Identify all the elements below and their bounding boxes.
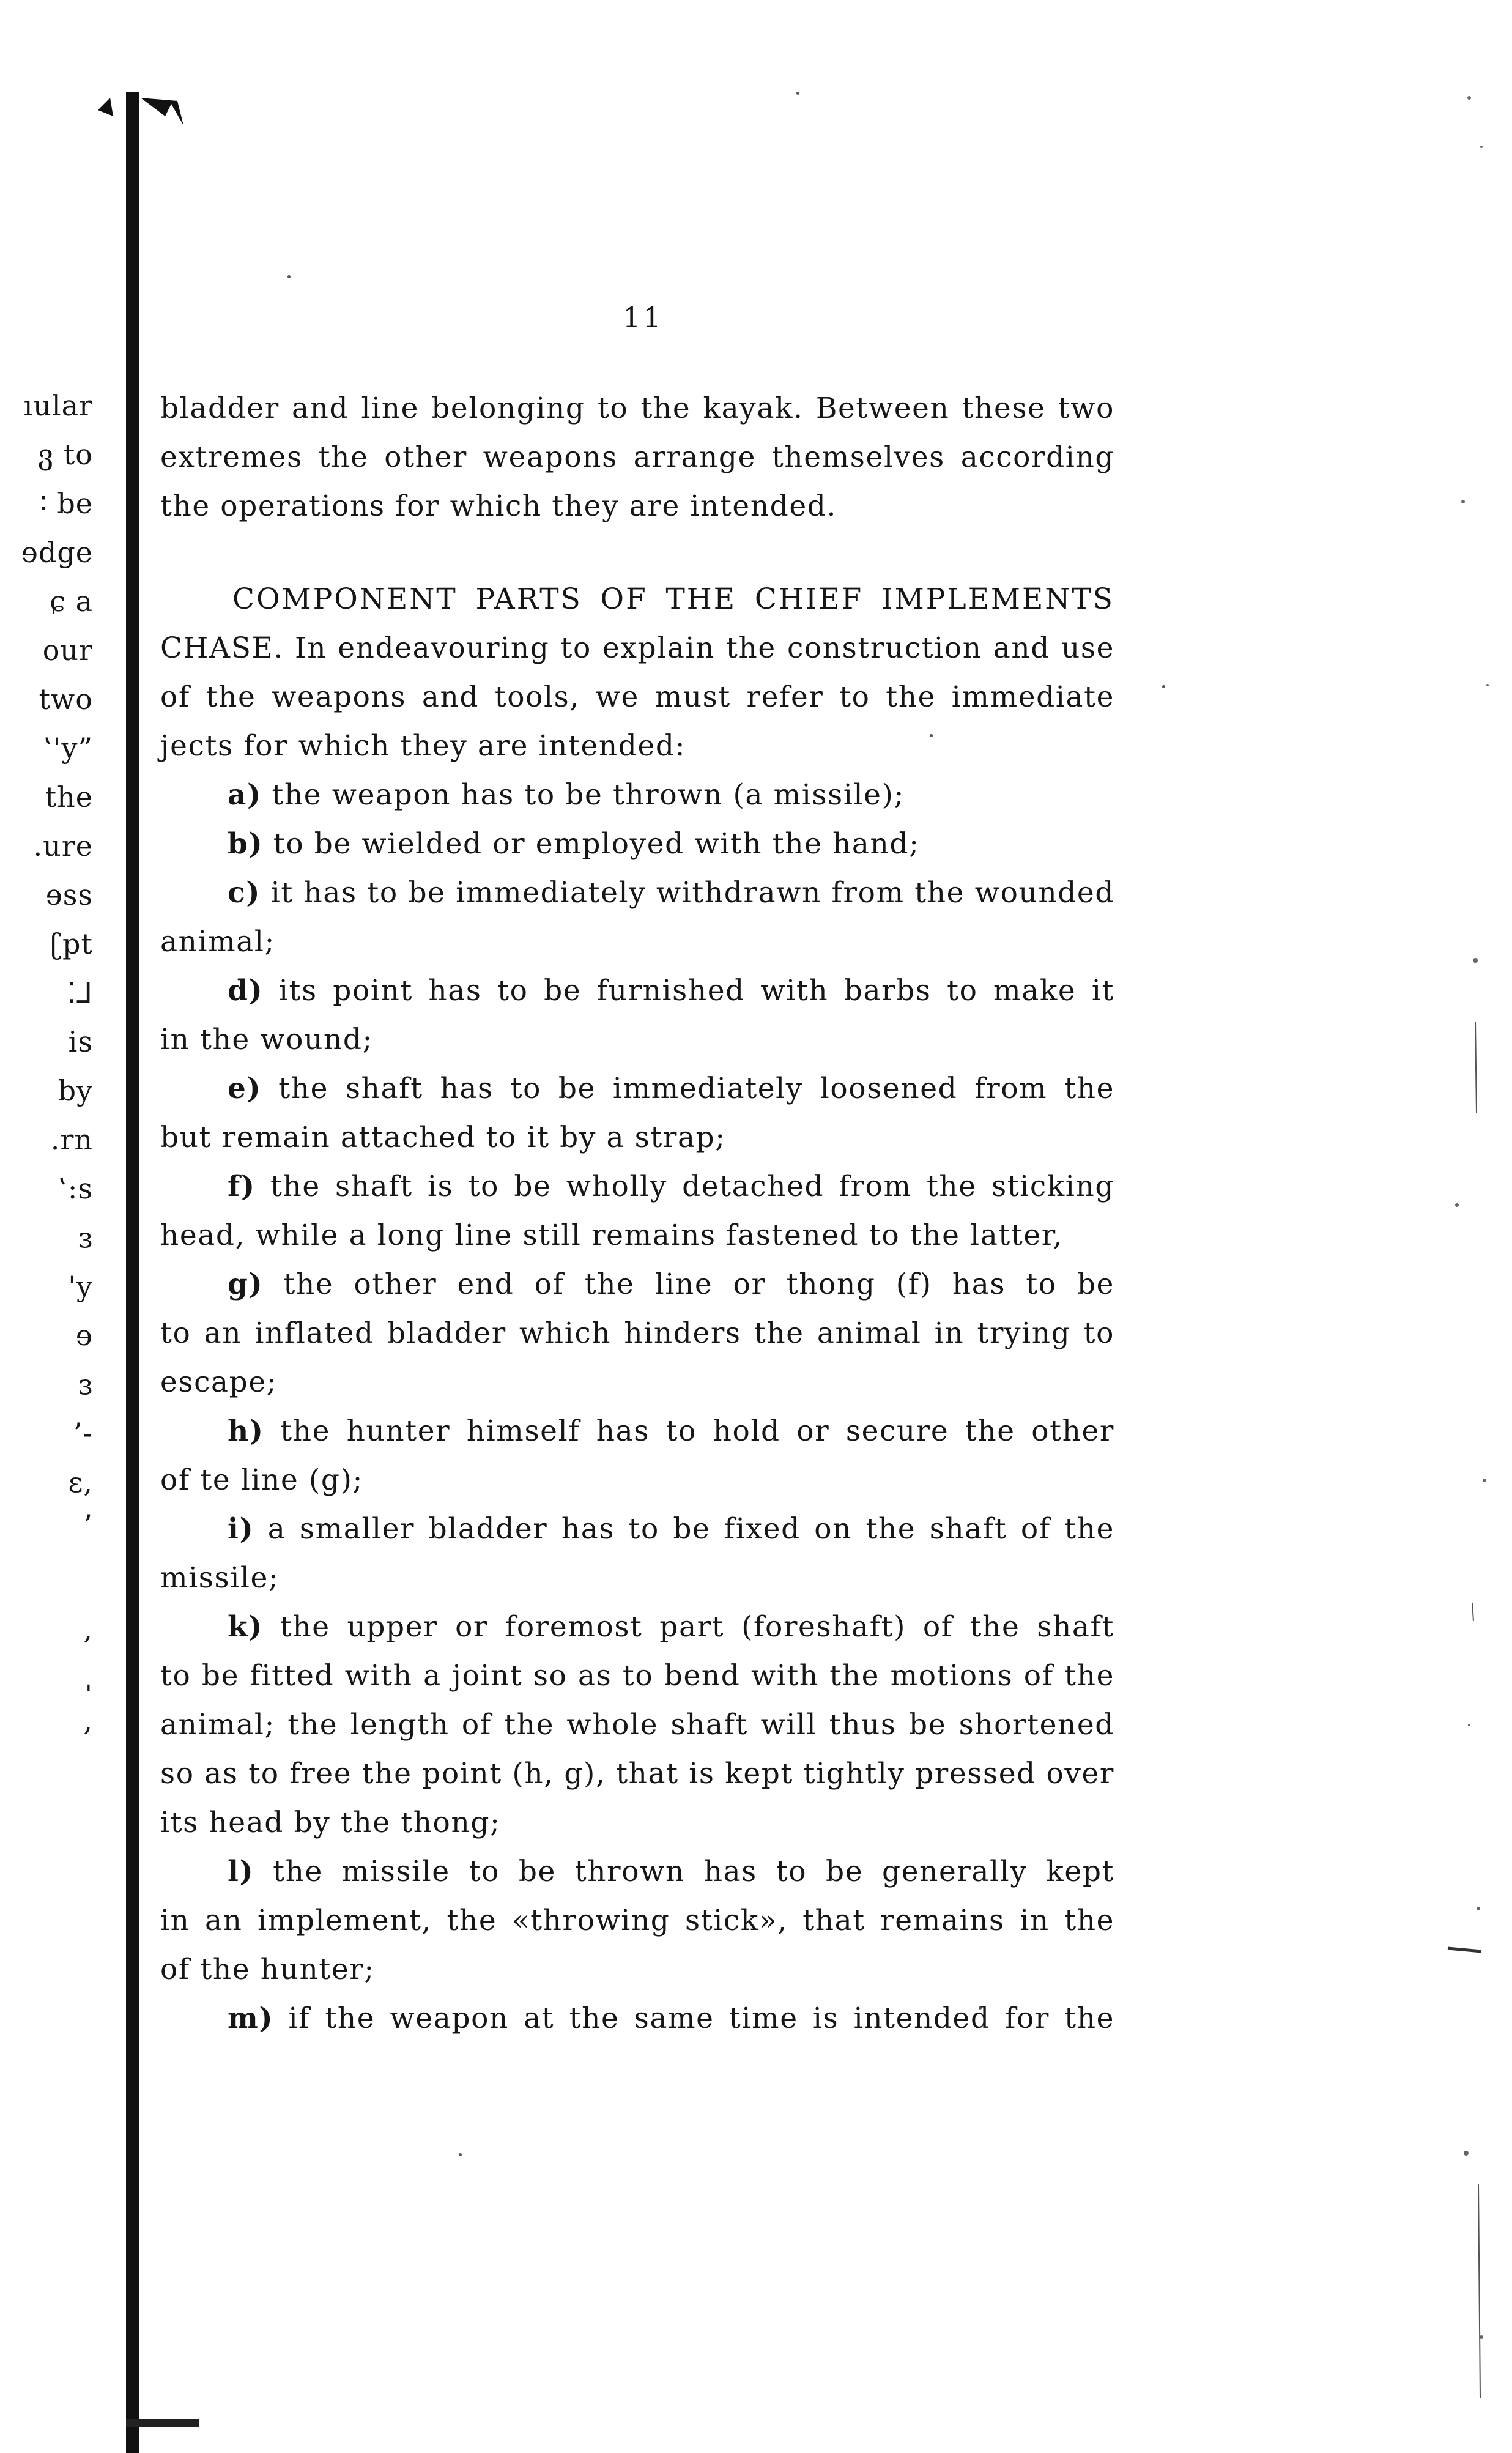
- bleed-fragment: ɜ: [78, 1368, 93, 1401]
- facing-page-bleed: [0, 0, 122, 2430]
- item-label: a): [228, 778, 262, 812]
- section-heading: COMPONENT PARTS OF THE CHIEF IMPLEMENTS: [232, 582, 1114, 616]
- text-line: its head by the thong;: [160, 1806, 501, 1839]
- binding-gutter-foot: [126, 2419, 199, 2427]
- bleed-fragment: our: [42, 634, 93, 667]
- item-label: m): [228, 2002, 274, 2035]
- list-item: [160, 1407, 1114, 1456]
- item-label: h): [228, 1414, 264, 1448]
- item-label: b): [228, 827, 264, 861]
- text-line: animal;: [160, 925, 275, 959]
- item-label: f): [228, 1170, 256, 1203]
- page-number: 11: [623, 301, 664, 334]
- dust-speck: [287, 275, 291, 278]
- bleed-fragment: ʗpt: [50, 927, 93, 960]
- text-line: head, while a long line still remains fastened to the latter,: [160, 1219, 1064, 1252]
- text-line: missile;: [160, 1561, 280, 1595]
- bleed-fragment: is: [68, 1025, 93, 1058]
- item-text: the shaft is to be wholly detached from the sticking: [270, 1170, 1114, 1203]
- ink-smudge: [98, 92, 208, 128]
- bleed-fragment: .ure: [33, 829, 93, 863]
- item-text: a smaller bladder has to be fixed on the shaft of the: [267, 1512, 1114, 1546]
- item-text: the other end of the line or thong (f) has to be: [283, 1267, 1114, 1301]
- list-item: [160, 1260, 1114, 1309]
- binding-gutter: [126, 92, 139, 2453]
- bleed-fragment: .rn: [50, 1123, 93, 1156]
- scan-edge-noise: [1445, 73, 1500, 2429]
- bleed-fragment: ‛'y”: [43, 732, 93, 765]
- item-text: its point has to be furnished with barbs to make it: [278, 974, 1114, 1008]
- spacer: [160, 531, 1114, 575]
- dust-speck: [796, 92, 799, 95]
- list-item: [160, 820, 1114, 869]
- text-line: the operations for which they are intended.: [160, 489, 837, 523]
- item-text: the missile to be thrown has to be generally kept: [273, 1855, 1114, 1888]
- item-label: k): [228, 1610, 264, 1644]
- list-item: [160, 1603, 1114, 1652]
- bleed-fragment: ɕ a: [50, 585, 93, 618]
- item-text: the upper or foremost part (foreshaft) of the shaft: [280, 1610, 1114, 1644]
- text-line: in an implement, the «throwing stick», that remains in the: [160, 1904, 1114, 1937]
- bleed-fragment: ɘdge: [21, 536, 93, 569]
- list-item: [160, 869, 1114, 918]
- item-text: if the weapon at the same time is intended for the: [288, 2002, 1114, 2035]
- list-item: [160, 967, 1114, 1015]
- list-item: [160, 1064, 1114, 1113]
- text-line: animal; the length of the whole shaft will thus be shortened: [160, 1708, 1114, 1742]
- text-line: bladder and line belonging to the kayak. Between these two: [160, 392, 1114, 425]
- item-text: it has to be immediately withdrawn from the wounded: [270, 876, 1114, 910]
- dust-speck: [459, 2153, 462, 2156]
- item-label: g): [228, 1267, 264, 1301]
- item-text: the shaft has to be immediately loosened from the: [278, 1072, 1114, 1105]
- text-line: jects for which they are intended:: [160, 729, 686, 763]
- bleed-fragment: ıular: [23, 389, 93, 422]
- body-text: [160, 384, 1114, 2043]
- dust-speck: [1162, 685, 1165, 688]
- bleed-fragment: ⁚⅃: [67, 976, 93, 1009]
- text-line: so as to free the point (h, g), that is kept tightly pressed over: [160, 1757, 1114, 1791]
- list-item: [160, 1505, 1114, 1554]
- text-line: but remain attached to it by a strap;: [160, 1121, 726, 1154]
- text-line: in the wound;: [160, 1023, 373, 1056]
- bleed-fragment: the: [45, 781, 93, 814]
- list-item: [160, 1162, 1114, 1211]
- text-line: to be fitted with a joint so as to bend with the motions of the: [160, 1659, 1114, 1693]
- text-line: CHASE. In endeavouring to explain the construction and use: [160, 631, 1114, 665]
- bleed-fragment: ∶ be: [39, 487, 93, 520]
- bleed-fragment: ’-: [73, 1417, 93, 1450]
- item-text: the hunter himself has to hold or secure the other: [280, 1414, 1114, 1448]
- item-label: l): [228, 1855, 254, 1888]
- item-label: d): [228, 974, 264, 1008]
- text-line: extremes the other weapons arrange themselves according: [160, 440, 1114, 474]
- bleed-fragment: ˌ: [84, 1661, 93, 1694]
- item-text: the weapon has to be thrown (a missile);: [272, 778, 905, 812]
- text-line: to an inflated bladder which hinders the animal in trying to: [160, 1316, 1114, 1350]
- text-line: of te line (g);: [160, 1463, 363, 1497]
- text-line: escape;: [160, 1365, 278, 1399]
- bleed-fragment: by: [57, 1074, 93, 1107]
- bleed-fragment: ɜ: [78, 1221, 93, 1254]
- item-label: i): [228, 1512, 254, 1546]
- bleed-fragment: ვ to: [37, 438, 93, 471]
- bleed-fragment: two: [39, 683, 93, 716]
- bleed-fragment: 'y: [68, 1270, 93, 1303]
- item-label: c): [228, 876, 261, 910]
- bleed-fragment: ’: [83, 1509, 93, 1542]
- bleed-fragment: ‛:s: [58, 1172, 93, 1205]
- list-item: [160, 771, 1114, 820]
- list-item: [160, 1847, 1114, 1896]
- text-line: of the hunter;: [160, 1953, 375, 1986]
- bleed-fragment: ,: [83, 1704, 93, 1737]
- bleed-fragment: ,: [83, 1612, 93, 1646]
- item-text: to be wielded or employed with the hand;: [273, 827, 920, 861]
- text-line: of the weapons and tools, we must refer to the immediate: [160, 680, 1114, 714]
- list-item: [160, 1994, 1114, 2043]
- bleed-fragment: ɛ,: [68, 1466, 93, 1499]
- bleed-fragment: ɘ: [75, 1319, 93, 1352]
- bleed-fragment: ɘss: [45, 878, 93, 911]
- item-label: e): [228, 1072, 262, 1105]
